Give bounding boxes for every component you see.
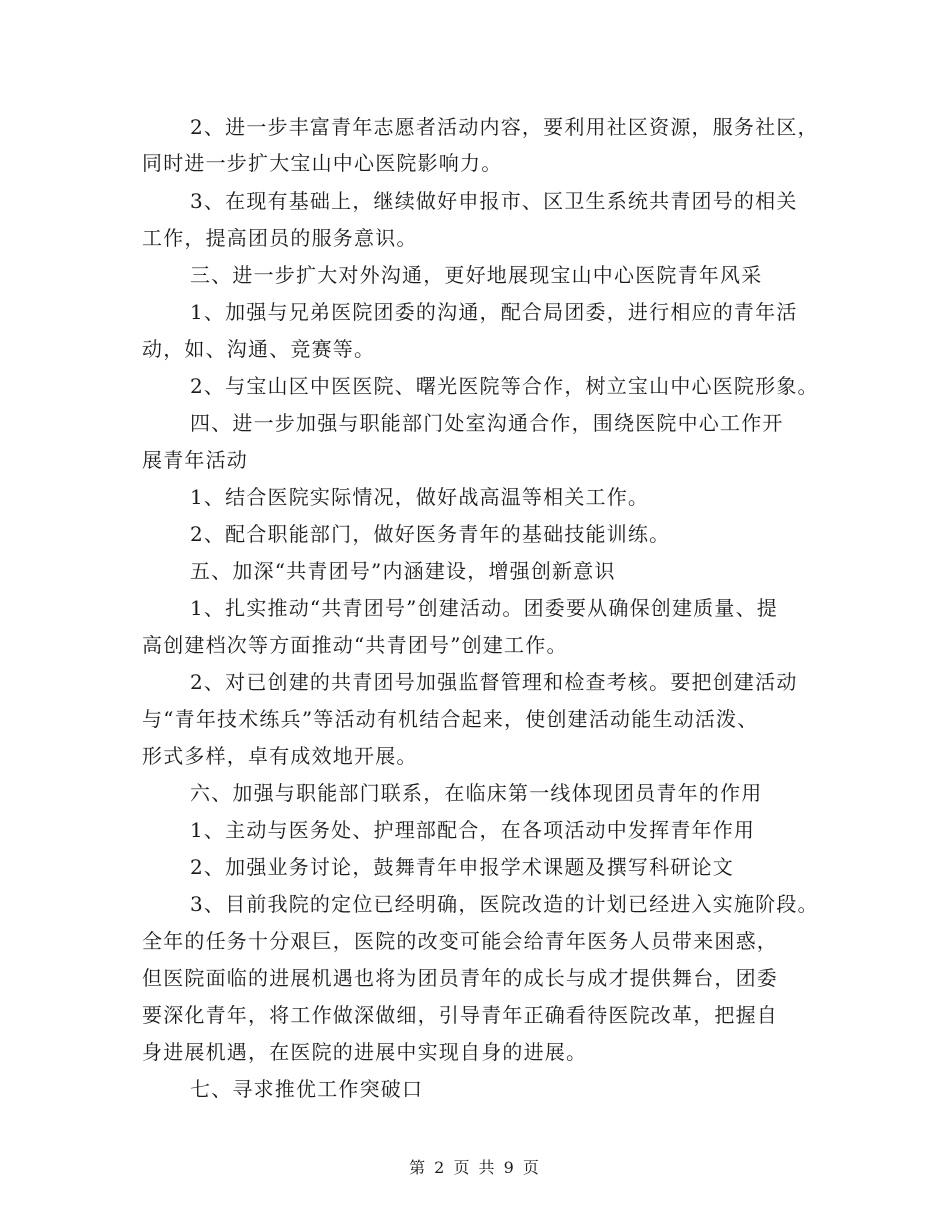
text-line: 3、目前我院的定位已经明确，医院改造的计划已经进入实施阶段。 bbox=[190, 892, 819, 916]
text-line: 与“青年技术练兵”等活动有机结合起来，使创建活动能生动活泼、 bbox=[142, 707, 759, 731]
text-line: 1、结合医院实际情况，做好战高温等相关工作。 bbox=[190, 485, 650, 509]
text-line: 工作，提高团员的服务意识。 bbox=[142, 226, 418, 250]
text-line: 但医院面临的进展机遇也将为团员青年的成长与成才提供舞台，团委 bbox=[142, 966, 778, 990]
text-line: 1、加强与兄弟医院团委的沟通，配合局团委，进行相应的青年活 bbox=[190, 300, 798, 324]
page-number-footer: 第 2 页 共 9 页 bbox=[409, 1158, 541, 1177]
text-line: 全年的任务十分艰巨，医院的改变可能会给青年医务人员带来困惑， bbox=[142, 929, 778, 953]
text-line: 同时进一步扩大宝山中心医院影响力。 bbox=[142, 151, 503, 175]
text-line: 动，如、沟通、竞赛等。 bbox=[142, 337, 376, 361]
text-line: 2、配合职能部门，做好医务青年的基础技能训练。 bbox=[190, 522, 671, 546]
text-line: 形式多样，卓有成效地开展。 bbox=[142, 744, 418, 768]
section-heading: 四、进一步加强与职能部门处室沟通合作，围绕医院中心工作开 bbox=[190, 411, 784, 435]
section-heading: 五、加深“共青团号”内涵建设，增强创新意识 bbox=[190, 559, 616, 583]
text-line: 2、对已创建的共青团号加强监督管理和检查考核。要把创建活动 bbox=[190, 670, 798, 694]
section-heading: 展青年活动 bbox=[142, 448, 248, 472]
text-line: 1、主动与医务处、护理部配合，在各项活动中发挥青年作用 bbox=[190, 818, 756, 842]
text-line: 1、扎实推动“共青团号”创建活动。团委要从确保创建质量、提 bbox=[190, 596, 778, 620]
text-line: 3、在现有基础上，继续做好申报市、区卫生系统共青团号的相关 bbox=[190, 189, 798, 213]
section-heading: 三、进一步扩大对外沟通，更好地展现宝山中心医院青年风采 bbox=[190, 263, 763, 287]
section-heading: 六、加强与职能部门联系，在临床第一线体现团员青年的作用 bbox=[190, 781, 763, 805]
text-line: 2、与宝山区中医医院、曙光医院等合作，树立宝山中心医院形象。 bbox=[190, 374, 819, 398]
text-line: 高创建档次等方面推动“共青团号”创建工作。 bbox=[142, 633, 568, 657]
text-line: 要深化青年，将工作做深做细，引导青年正确看待医院改革，把握自 bbox=[142, 1003, 778, 1027]
text-line: 2、加强业务讨论，鼓舞青年申报学术课题及撰写科研论文 bbox=[190, 855, 734, 879]
text-line: 2、进一步丰富青年志愿者活动内容，要利用社区资源，服务社区， bbox=[190, 115, 819, 139]
section-heading: 七、寻求推优工作突破口 bbox=[190, 1077, 424, 1101]
text-line: 身进展机遇，在医院的进展中实现自身的进展。 bbox=[142, 1040, 588, 1064]
